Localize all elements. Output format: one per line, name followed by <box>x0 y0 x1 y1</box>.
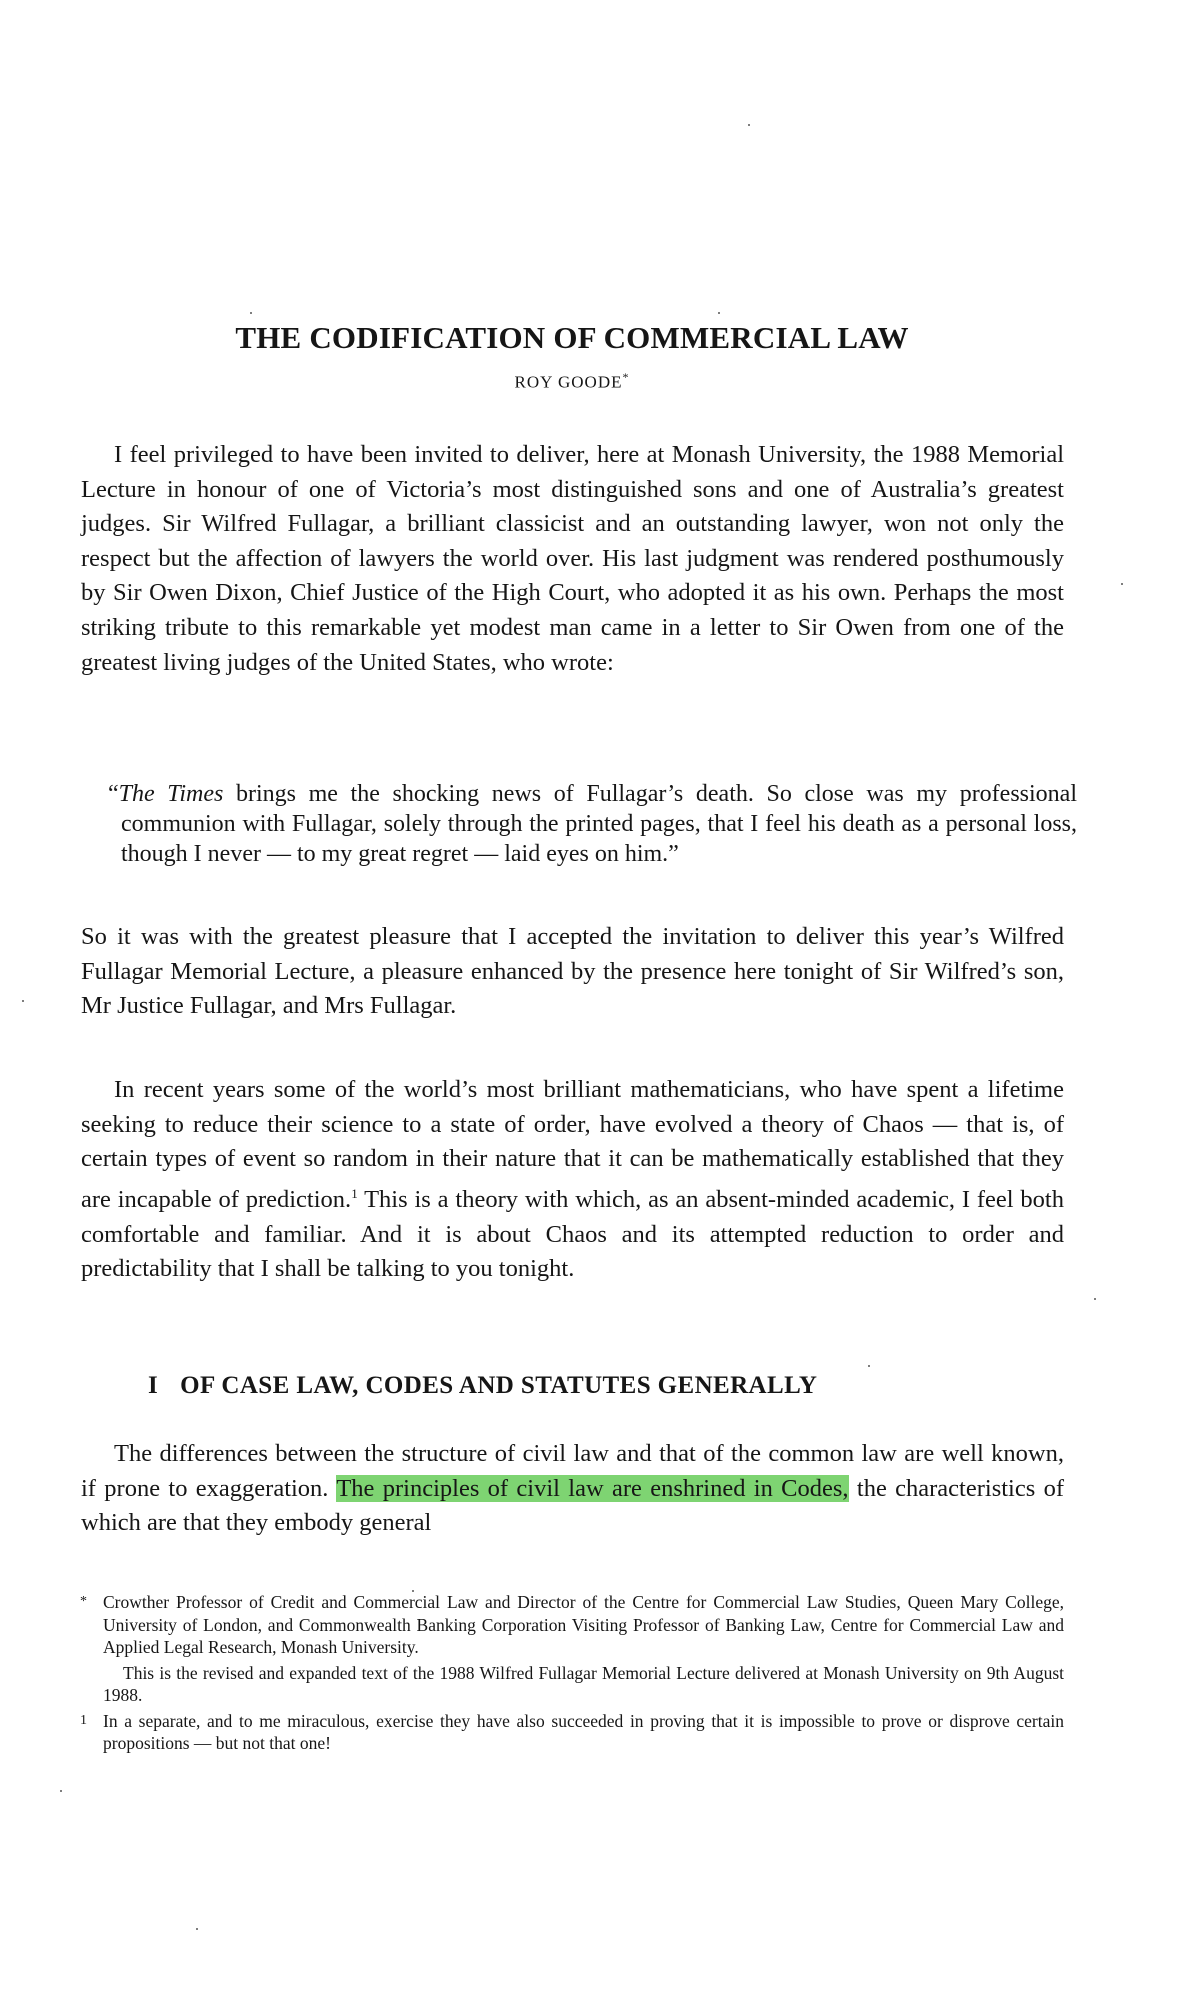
section-number: I <box>148 1372 159 1399</box>
scan-speck <box>22 1000 24 1002</box>
scan-speck <box>250 312 252 314</box>
footnote-author-text: Crowther Professor of Credit and Commercial Law and Director of the Centre for Commercial Law Studies, Queen Mary College, University of London, and Commonwealth Banking Corporation Visiting Professor of Banking Law, Centre for Commercial Law and Applied Legal Research, Monash University. <box>103 1592 1064 1657</box>
footnote-star-mark: * <box>80 1594 87 1609</box>
footnote-revised: This is the revised and expanded text of the 1988 Wilfred Fullagar Memorial Lecture delivered at Monash University on 9th August 1988. <box>103 1662 1064 1705</box>
civil-law-text-b: the characteristics of which are that they embody general <box>81 1474 1064 1537</box>
chaos-text-a: In recent years some of the world’s most brilliant mathematicians, who have spent a lifetime seeking to reduce their science to a state of order, have evolved a theory of Chaos — that is, of certain types of event so random in their nature that it can be mathematically established that they are incapable of prediction. <box>81 1076 1064 1213</box>
footnote-author <box>80 1591 1064 1659</box>
scan-speck <box>748 124 750 126</box>
section-title: OF CASE LAW, CODES AND STATUTES GENERALLY <box>180 1372 818 1399</box>
section-heading <box>148 1372 817 1400</box>
scan-speck <box>718 312 720 314</box>
author-name: ROY GOODE <box>514 372 623 392</box>
scan-speck <box>1094 1298 1096 1300</box>
quote-open-mark: “ <box>108 781 119 807</box>
scan-speck <box>60 1790 62 1792</box>
scan-speck <box>196 1928 198 1930</box>
quote-text: brings me the shocking news of Fullagar’s death. So close was my professional communion with Fullagar, solely through the printed pages, that I feel his death as a personal loss, though I never — to my great regret — laid eyes on him.” <box>121 781 1077 867</box>
footnote-1 <box>80 1710 1064 1755</box>
civil-law-text-a: The differences between the structure of civil law and that of the common law are well known, if prone to exaggeration. <box>81 1440 1064 1502</box>
paragraph-civil-law <box>81 1437 1064 1541</box>
footnote-ref-1[interactable]: 1 <box>351 1185 358 1201</box>
block-quote <box>108 779 1077 869</box>
footnote-1-mark: 1 <box>80 1712 87 1728</box>
footnote-1-text: In a separate, and to me miraculous, exercise they have also succeeded in proving that it is impossible to prove or disprove certain propositions — but not that one! <box>103 1710 1064 1753</box>
highlighted-text[interactable]: The principles of civil law are enshrined in Codes, <box>336 1474 849 1502</box>
scan-speck <box>412 1590 414 1592</box>
scan-speck <box>868 1365 870 1367</box>
scan-speck <box>1121 583 1123 585</box>
paragraph-introduction: I feel privileged to have been invited to deliver, here at Monash University, the 1988 Memorial Lecture in honour of one of Victoria’s most distinguished sons and one of Australia’s greatest judges. Sir Wilfred Fullagar, a brilliant classicist and an outstanding lawyer, won not only the respect but the affection of lawyers the world over. His last judgment was rendered posthumously by Sir Owen Dixon, Chief Justice of the High Court, who adopted it as his own. Perhaps the most striking tribute to this remarkable yet modest man came in a letter to Sir Owen from one of the greatest living judges of the United States, who wrote: <box>81 441 1064 676</box>
paragraph-chaos-theory <box>81 1073 1064 1287</box>
author-footnote-mark: * <box>622 370 630 384</box>
paragraph-invitation: So it was with the greatest pleasure that I accepted the invitation to deliver this year’s Wilfred Fullagar Memorial Lecture, a pleasure enhanced by the presence here tonight of Sir Wilfred’s son, Mr Justice Fullagar, and Mrs Fullagar. <box>81 923 1064 1020</box>
chaos-text-b: This is a theory with which, as an absent-minded academic, I feel both comfortable and familiar. And it is about Chaos and its attempted reduction to order and predictability that I shall be talking to you tonight. <box>81 1185 1064 1283</box>
author-line <box>0 370 1144 393</box>
quote-italic-title: The Times <box>118 781 224 807</box>
article-title: THE CODIFICATION OF COMMERCIAL LAW <box>235 320 909 355</box>
footnotes <box>80 1591 1064 1755</box>
